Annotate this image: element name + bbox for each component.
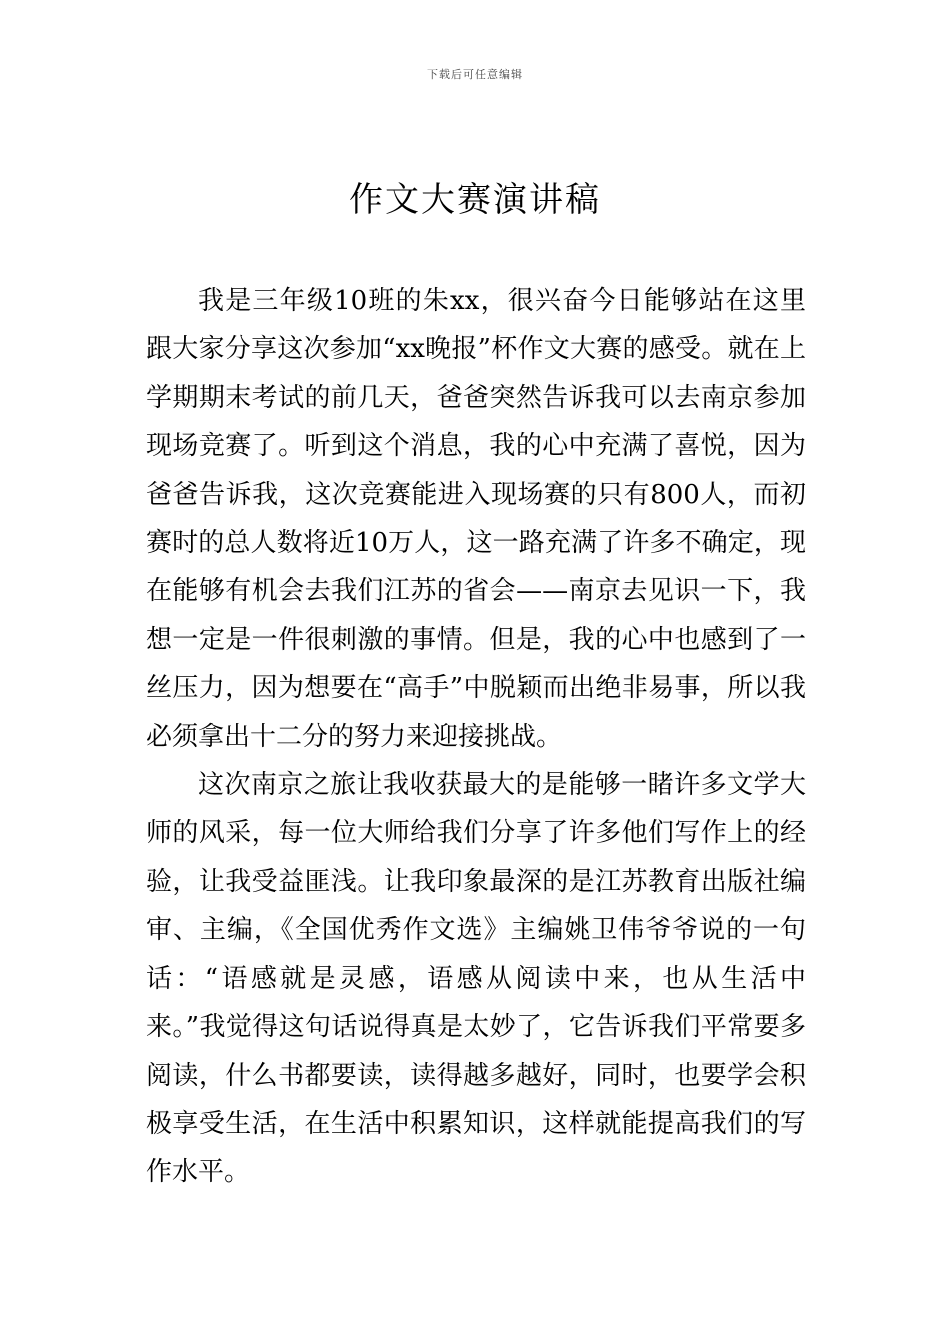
header-note: 下载后可任意编辑 (427, 68, 523, 81)
paragraph: 这次南京之旅让我收获最大的是能够一睹许多文学大师的风采，每一位大师给我们分享了许多他们写作上的经验，让我受益匪浅。让我印象最深的是江苏教育出版社编审、主编，《全国优秀作文选》主编姚卫伟爷爷说的一句话：“语感就是灵感，语感从阅读中来，也从生活中来。”我觉得这句话说得真是太妙了，它告诉我们平常要多阅读，什么书都要读，读得越多越好，同时，也要学会积极享受生活，在生活中积累知识，这样就能提高我们的写作水平。 (146, 770, 806, 1188)
document-body (146, 277, 806, 1197)
document-title: 作文大赛演讲稿 (349, 180, 601, 220)
paragraph: 我是三年级10班的朱xx，很兴奋今日能够站在这里跟大家分享这次参加“xx晚报”杯作文大赛的感受。就在上学期期末考试的前几天，爸爸突然告诉我可以去南京参加现场竞赛了。听到这个消息，我的心中充满了喜悦，因为爸爸告诉我，这次竞赛能进入现场赛的只有800人，而初赛时的总人数将近10万人，这一路充满了许多不确定，现在能够有机会去我们江苏的省会——南京去见识一下，我想一定是一件很刺激的事情。但是，我的心中也感到了一丝压力，因为想要在“高手”中脱颖而出绝非易事，所以我必须拿出十二分的努力来迎接挑战。 (146, 286, 806, 752)
